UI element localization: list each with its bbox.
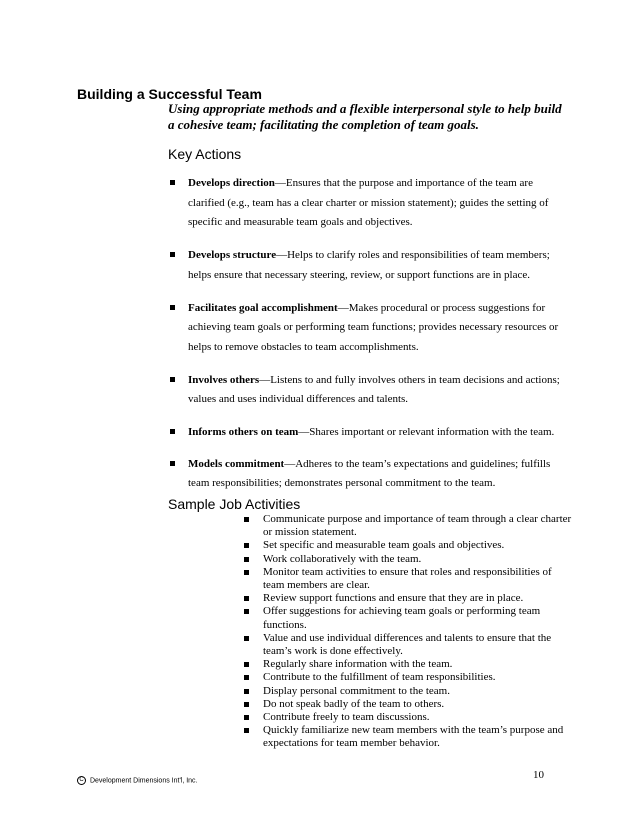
job-activity-item [244,724,574,750]
job-activity-text: Do not speak badly of the team to others. [263,697,445,710]
square-bullet-icon [244,557,249,562]
key-action-item [170,371,570,410]
job-activity-item [244,698,574,711]
key-action-term: Develops direction [188,177,275,189]
job-activity-text: Display personal commitment to the team. [263,684,450,697]
square-bullet-icon [244,636,249,641]
job-activity-text: Work collaboratively with the team. [263,552,422,565]
key-action-term: Involves others [188,373,260,386]
key-action-text: —Adheres to the team’s expectations and guidelines; fulfills team responsibilities; demonstrates personal commitment to the team. [188,457,551,489]
job-activity-item [244,685,574,698]
job-activity-item [244,658,574,671]
key-action-item [170,455,570,494]
square-bullet-icon [170,377,175,382]
copyright-footer [77,776,198,785]
sample-job-activities-heading: Sample Job Activities [168,496,301,512]
square-bullet-icon [244,517,249,522]
key-action-text: —Ensures that the purpose and importance of the team are clarified (e.g., team has a clear charter or mission statement); guides the setting of specific and measurable team goals and objectives. [188,177,549,228]
job-activity-item [244,711,574,724]
job-activity-text: Regularly share information with the team. [263,658,453,671]
key-action-text: —Makes procedural or process suggestions for achieving team goals or performing team functions; provides necessary resources or helps to remove obstacles to team accomplishments. [188,301,559,353]
key-action-text: —Listens to and fully involves others in team decisions and actions; values and uses individual differences and talents. [188,373,560,405]
page-number: 10 [533,769,544,781]
square-bullet-icon [244,728,249,733]
copyright-text: Development Dimensions Int'l, Inc. [89,777,198,785]
square-bullet-icon [244,596,249,601]
square-bullet-icon [170,429,175,434]
job-activity-item [244,539,574,552]
square-bullet-icon [244,662,249,667]
job-activity-text: Review support functions and ensure that they are in place. [263,592,524,605]
key-action-term: Models commitment [188,457,285,470]
page-subtitle: Using appropriate methods and a flexible interpersonal style to help build a cohesive team; facilitating the completion of team goals. [168,101,562,132]
job-activity-item [244,605,574,631]
key-actions-list [170,174,570,507]
job-activity-item [244,632,574,658]
copyright-icon: C [77,776,86,785]
job-activity-text: Contribute freely to team discussions. [263,711,430,724]
square-bullet-icon [244,543,249,548]
job-activity-text: Quickly familiarize new team members with the team’s purpose and expectations for team member behavior. [263,724,564,750]
job-activity-text: Contribute to the fulfillment of team responsibilities. [263,671,496,684]
square-bullet-icon [170,180,175,185]
key-action-item [170,174,570,233]
job-activity-text: Communicate purpose and importance of team through a clear charter or mission statement. [263,513,572,539]
key-action-term: Informs others on team [188,426,299,438]
square-bullet-icon [244,715,249,720]
key-action-term: Develops structure [188,249,277,261]
key-actions-heading: Key Actions [168,146,242,162]
job-activity-text: Set specific and measurable team goals and objectives. [263,539,505,552]
key-action-item [170,246,570,285]
key-action-text: —Helps to clarify roles and responsibilities of team members; helps ensure that necessary steering, review, or support functions are in place. [188,249,550,281]
square-bullet-icon [244,675,249,680]
key-action-item [170,423,570,443]
job-activity-item [244,513,574,539]
job-activity-item [244,671,574,684]
job-activities-list [244,513,574,751]
square-bullet-icon [244,609,249,614]
job-activity-text: Offer suggestions for achieving team goals or performing team functions. [263,605,541,631]
job-activity-item [244,592,574,605]
page-title: Building a Successful Team [77,86,262,102]
job-activity-text: Monitor team activities to ensure that roles and responsibilities of team members are clear. [263,565,552,592]
square-bullet-icon [244,702,249,707]
job-activity-item [244,566,574,592]
square-bullet-icon [170,305,175,310]
key-action-text: —Shares important or relevant information with the team. [298,426,555,438]
key-action-item [170,299,570,358]
square-bullet-icon [170,461,175,466]
square-bullet-icon [244,689,249,694]
square-bullet-icon [244,570,249,575]
job-activity-item [244,553,574,566]
key-action-term: Facilitates goal accomplishment [188,301,338,314]
square-bullet-icon [170,252,175,257]
job-activity-text: Value and use individual differences and talents to ensure that the team’s work is done effectively. [263,631,552,658]
